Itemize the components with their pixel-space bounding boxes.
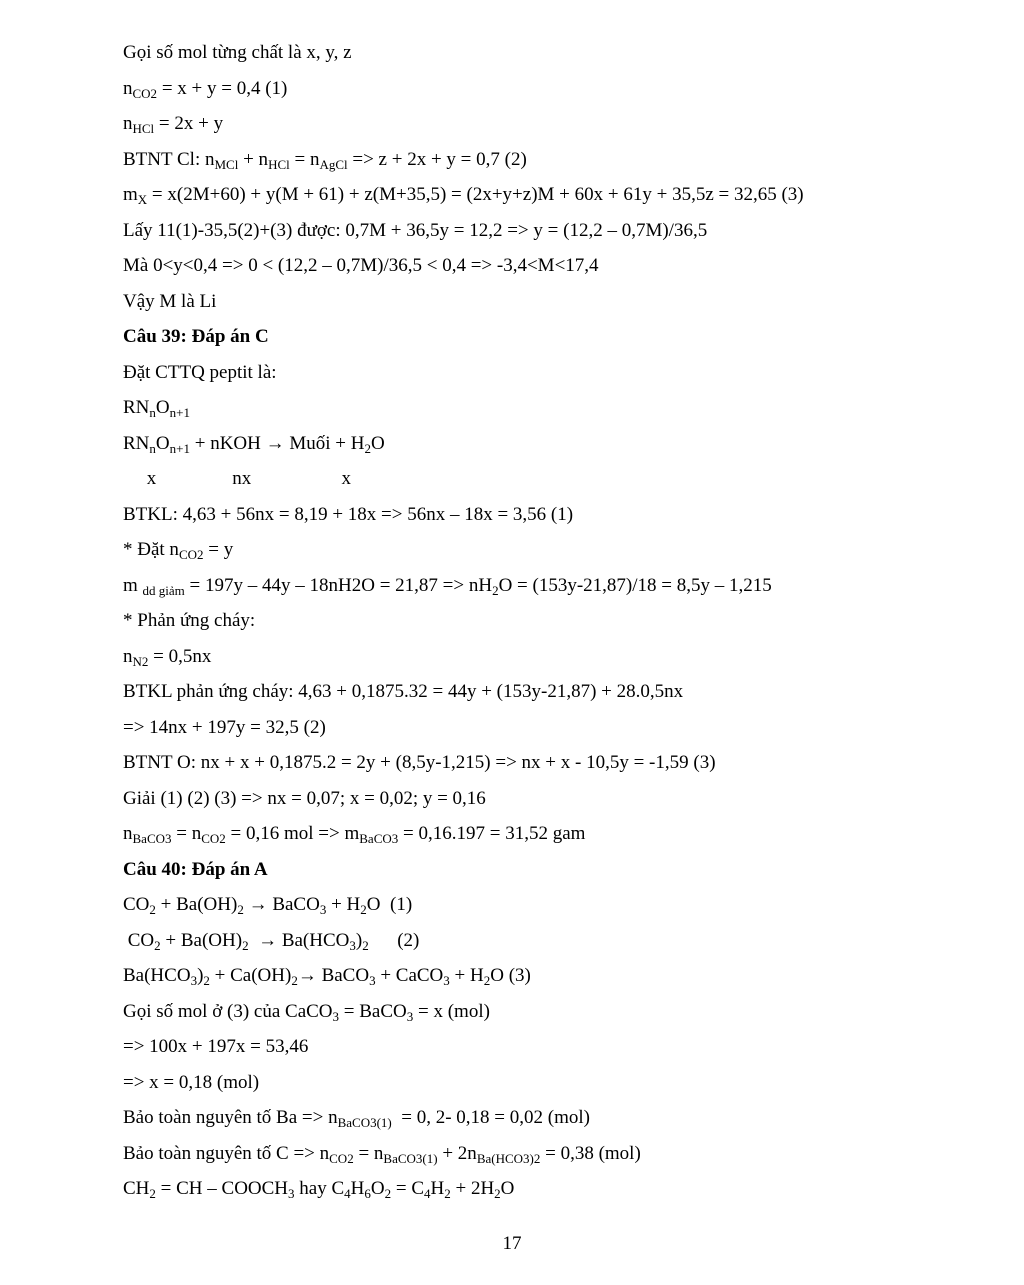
subscript: 3 [349,937,356,953]
text-segment: O (3) [490,965,531,986]
subscript: n+1 [169,440,190,456]
text-segment: RN [123,432,150,454]
subscript: n [149,440,156,456]
subscript: n [149,405,156,420]
text-segment: Ba(HCO [123,965,191,986]
subscript: 3 [406,1008,414,1024]
subscript: CO2 [132,85,158,101]
text-segment: m [123,574,143,596]
subscript: 2 [444,1186,451,1201]
text-line [123,397,190,419]
text-segment: n [123,77,133,99]
text-segment: = 0,38 (mol) [540,1142,641,1164]
text-segment: = 197y – 44y – 18nH2O = 21,87 => nH [184,574,493,596]
text-segment: → Ba(HCO [248,929,350,951]
subscript: 2 [362,937,369,953]
text-segment: O = (153y-21,87)/18 = 8,5y – 1,215 [498,574,772,596]
text-segment: H [430,1178,445,1199]
text-segment: + 2H [450,1178,495,1199]
text-line [123,42,352,64]
text-line [123,646,211,668]
subscript: HCl [132,121,155,136]
text-segment: = x + y = 0,4 (1) [157,77,288,99]
subscript: 3 [190,973,198,988]
text-segment: O [500,1178,515,1199]
text-segment: = CH – COOCH [155,1178,289,1199]
text-segment: * Đặt n [123,539,179,560]
text-segment: n [123,113,133,134]
text-line [123,1143,641,1165]
text-segment: + Ba(OH) [155,894,238,915]
text-segment: O [370,1178,385,1199]
text-segment: Giải (1) (2) (3) => nx = 0,07; x = 0,02; y = 0,16 [123,787,486,809]
text-segment: => x = 0,18 (mol) [123,1071,260,1093]
subscript: 2 [291,973,298,988]
text-line [123,539,233,561]
text-segment: RN [123,397,150,418]
subscript: X [137,192,148,207]
text-line [123,575,772,597]
subscript: 2 [237,902,244,917]
subscript: n+1 [169,405,190,420]
subscript: 2 [492,582,499,598]
text-segment: → BaCO [297,965,370,986]
text-segment: CO [123,929,155,951]
text-line [123,255,599,277]
text-segment: = BaCO [339,1000,407,1022]
subscript: 2 [203,973,210,988]
subscript: 2 [483,973,491,988]
text-segment: x nx x [123,468,351,489]
text-line [123,823,585,845]
text-segment: O [155,432,170,454]
text-segment: Vậy M là Li [123,290,217,312]
text-line [123,1072,259,1094]
subscript: N2 [132,653,149,669]
text-segment: = 2x + y [154,113,224,134]
subscript: 3 [319,902,327,917]
text-segment: = n [289,148,320,170]
subscript: 2 [242,937,249,953]
text-line [123,113,223,135]
text-segment: (2) [368,929,420,951]
text-segment: BTNT Cl: n [123,148,215,170]
subscript: 2 [360,902,367,917]
text-segment: => 14nx + 197y = 32,5 (2) [123,716,326,738]
text-line [123,1178,514,1200]
subscript: 3 [288,1186,295,1201]
text-line [123,468,351,490]
text-line [123,504,573,526]
text-segment: = 0,16 mol => m [225,823,360,844]
text-line [123,149,527,171]
text-segment: => 100x + 197x = 53,46 [123,1036,309,1057]
subscript: 2 [154,937,161,953]
subscript: Ba(HCO3)2 [476,1150,541,1166]
subscript: CO2 [201,831,226,846]
subscript: AgCl [319,156,348,172]
text-segment: BTKL: 4,63 + 56nx = 8,19 + 18x => 56nx – 18x = 3,56 (1) [123,503,574,525]
text-line [123,362,277,384]
subscript: CO2 [329,1150,354,1166]
text-segment: = 0, 2- 0,18 = 0,02 (mol) [391,1107,590,1128]
subscript: BaCO3(1) [383,1150,438,1166]
subscript: 4 [344,1186,351,1201]
text-line [123,717,326,739]
text-segment: = y [203,539,234,560]
text-segment: O (1) [366,894,413,915]
text-line [123,433,385,455]
text-segment: Lấy 11(1)-35,5(2)+(3) được: 0,7M + 36,5y = 12,2 => y = (12,2 – 0,7M)/36,5 [123,219,708,241]
section-heading [123,859,268,881]
subscript: 2 [494,1186,501,1201]
text-segment: Bảo toàn nguyên tố C => n [123,1142,330,1164]
text-segment: => z + 2x + y = 0,7 (2) [347,148,527,170]
text-segment: = 0,5nx [148,645,212,667]
text-segment: * Phản ứng cháy: [123,610,256,631]
text-segment: + H [326,894,361,915]
text-segment: ) [197,965,204,986]
section-heading [123,326,269,348]
text-segment: Gọi số mol ở (3) của CaCO [123,1000,333,1022]
subscript: dd giảm [142,582,185,598]
subscript: 2 [149,902,156,917]
text-line [123,220,707,242]
text-line [123,610,255,632]
subscript: 2 [384,1186,392,1201]
text-line [123,894,412,916]
text-segment: = C [391,1178,424,1199]
subscript: 3 [332,1008,340,1024]
subscript: CO2 [178,547,204,562]
text-segment: + n [238,148,269,170]
text-line [123,965,531,987]
text-segment: Gọi số mol từng chất là x, y, z [123,42,352,63]
text-segment: + 2n [437,1142,477,1164]
text-line [123,1107,590,1129]
text-line [123,291,216,313]
text-segment: = x (mol) [413,1000,490,1022]
text-segment: Bảo toàn nguyên tố Ba => n [123,1107,338,1128]
text-line [123,752,716,774]
text-line [123,1036,308,1058]
text-segment: = n [353,1142,384,1164]
text-line [123,681,683,703]
text-segment: n [123,645,133,667]
text-segment: Câu 39: Đáp án C [123,326,269,347]
subscript: MCl [214,156,239,172]
text-segment: + Ba(OH) [160,929,243,951]
text-line [123,78,287,100]
text-segment: = x(2M+60) + y(M + 61) + z(M+35,5) = (2x+y+z)M + 60x + 61y + 35,5z = 32,65 (3) [147,184,804,205]
text-segment: + CaCO [375,965,444,986]
subscript: 6 [364,1186,371,1201]
text-segment: O [155,397,170,418]
text-segment: m [123,184,138,205]
text-segment: + nKOH → Muối + H [189,432,365,454]
text-segment: Mà 0<y<0,4 => 0 < (12,2 – 0,7M)/36,5 < 0,4 => -3,4<M<17,4 [123,255,599,276]
text-line [123,930,419,952]
text-segment: H [350,1178,365,1199]
text-segment: n [123,823,133,844]
text-segment: = n [171,823,202,844]
subscript: BaCO3 [359,831,399,846]
text-segment: + Ca(OH) [209,965,292,986]
text-segment: Câu 40: Đáp án A [123,858,268,880]
subscript: HCl [268,156,290,172]
text-segment: → BaCO [243,894,320,915]
subscript: 3 [443,973,450,988]
subscript: 2 [149,1186,156,1201]
text-segment: ) [355,929,363,951]
text-segment: CH [123,1178,150,1199]
text-segment: CO [123,894,150,915]
subscript: 2 [364,440,371,456]
text-segment: BTNT O: nx + x + 0,1875.2 = 2y + (8,5y-1,215) => nx + x - 10,5y = -1,59 (3) [123,752,716,773]
text-line [123,1001,490,1023]
text-segment: Đặt CTTQ peptit là: [123,361,277,383]
text-segment: hay C [294,1178,345,1199]
text-line [123,788,486,810]
subscript: 4 [424,1186,431,1201]
subscript: 3 [369,973,376,988]
page-number: 17 [502,1233,522,1254]
text-segment: + H [449,965,484,986]
text-line [123,184,804,206]
text-segment: = 0,16.197 = 31,52 gam [398,823,586,844]
text-segment: BTKL phản ứng cháy: 4,63 + 0,1875.32 = 44y + (153y-21,87) + 28.0,5nx [123,681,684,702]
subscript: BaCO3 [132,831,172,846]
text-segment: O [370,432,385,454]
subscript: BaCO3(1) [337,1115,392,1130]
